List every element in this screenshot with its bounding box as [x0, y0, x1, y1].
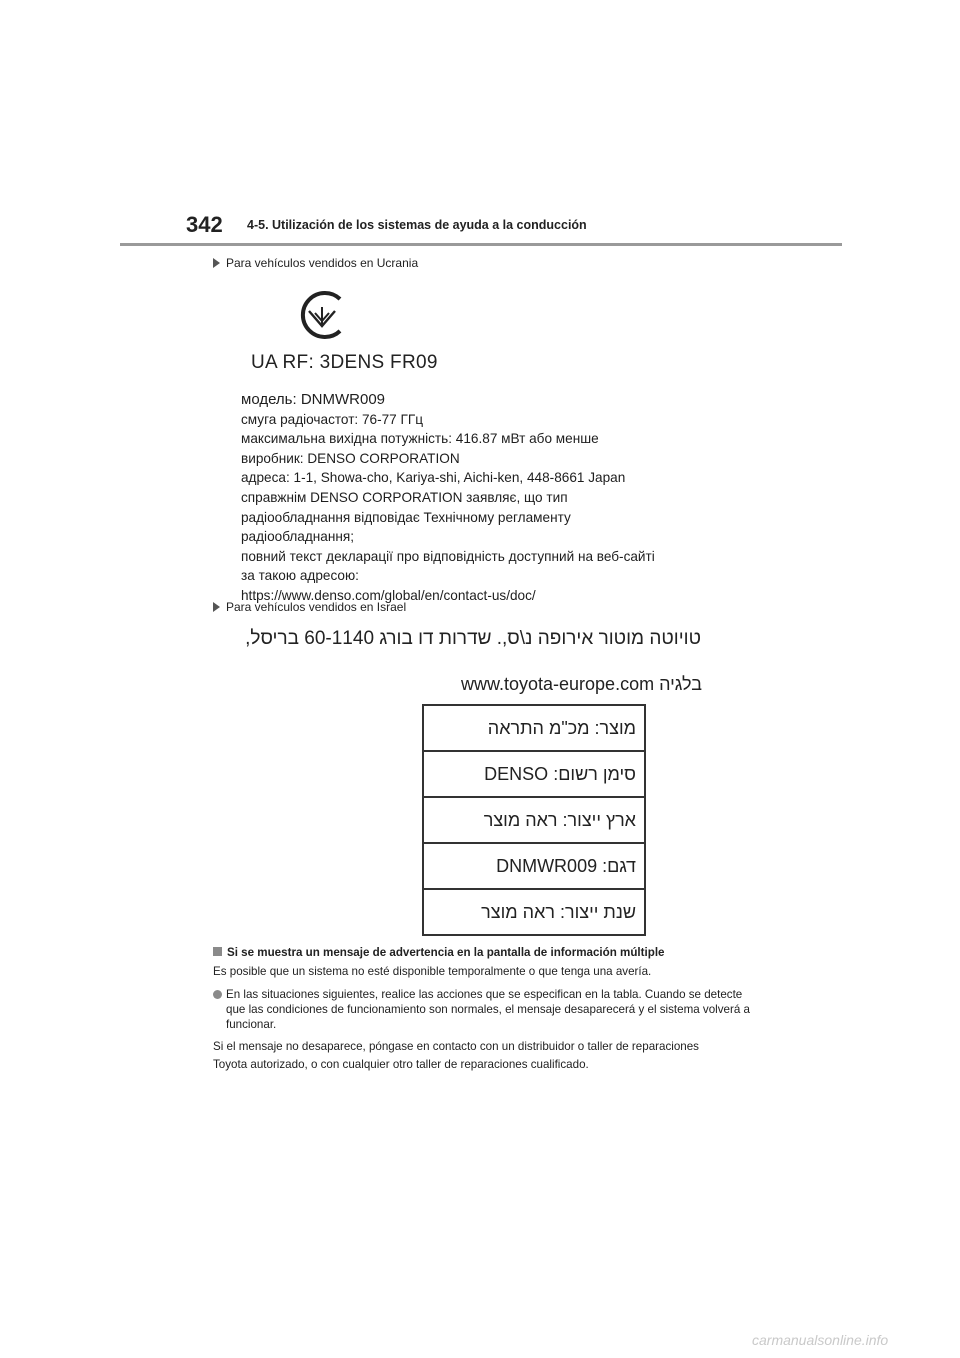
page-number: 342: [186, 212, 223, 237]
israel-heading-text: Para vehículos vendidos en Israel: [226, 600, 407, 614]
warning-bullet-text: En las situaciones siguientes, realice las acciones que se especifican en la tabla. Cuando se detecte que las condiciones de funcionamiento son normales, el mensaje desaparecerá y el sistema volverá a funcionar.: [226, 988, 750, 1031]
ukraine-conformity-mark-icon: [296, 289, 348, 341]
arrow-bullet-icon: [213, 258, 220, 268]
square-bullet-icon: [213, 947, 222, 956]
warning-intro: Es posible que un sistema no esté disponible temporalmente o que tenga una avería.: [213, 965, 652, 978]
ua-line-declaration-3: радіообладнання;: [241, 529, 355, 545]
ua-line-frequency: смуга радіочастот: 76-77 ГГц: [241, 411, 424, 427]
contact-paragraph-line1: Si el mensaje no desaparece, póngase en contacto con un distribuidor o taller de reparaciones: [213, 1040, 699, 1053]
section-title: 4-5. Utilización de los sistemas de ayuda a la conducción: [247, 218, 587, 232]
ua-line-declaration-4: повний текст декларації про відповідність доступний на веб-сайті: [241, 548, 655, 564]
israel-website-line: בלגיה www.toyota-europe.com: [460, 674, 702, 694]
warning-heading: [213, 946, 664, 959]
ua-line-url: https://www.denso.com/global/en/contact-us/doc/: [241, 587, 536, 603]
ua-line-declaration-1: справжнім DENSO CORPORATION заявляє, що тип: [241, 489, 568, 505]
contact-paragraph-line2: Toyota autorizado, o con cualquier otro taller de reparaciones cualificado.: [213, 1058, 589, 1071]
ua-line-declaration-5: за такою адресою:: [241, 568, 359, 584]
table-row: שנת ייצור: ראה מוצר: [481, 902, 636, 922]
israel-importer-line: טויוטה מוטור אירופה נ\ס,. שדרות דו בורג 60-1140 בריסל,: [245, 628, 701, 649]
ua-rf-code: UA RF: 3DENS FR09: [251, 352, 438, 373]
ukraine-heading: [213, 256, 418, 270]
table-row: סימן רשום: DENSO: [424, 752, 644, 798]
israel-product-table: [422, 704, 646, 936]
ukraine-declaration: [241, 390, 655, 606]
ua-line-manufacturer: виробник: DENSO CORPORATION: [241, 450, 460, 466]
ua-line-declaration-2: радіообладнання відповідає Технічному регламенту: [241, 509, 571, 525]
watermark-text: carmanualsonline.info: [752, 1332, 889, 1348]
header-divider: [120, 243, 842, 246]
round-bullet-icon: [213, 990, 222, 999]
arrow-bullet-icon: [213, 602, 220, 612]
israel-heading: [213, 600, 406, 614]
table-row: ארץ ייצור: ראה מוצר: [424, 798, 644, 844]
table-row: דגם: DNMWR009: [424, 844, 644, 890]
ua-line-power: максимальна вихідна потужність: 416.87 мВт або менше: [241, 431, 599, 447]
warning-bullet: [213, 987, 753, 1032]
table-row: מוצר: מכ"מ התראה: [424, 706, 644, 752]
warning-heading-text: Si se muestra un mensaje de advertencia en la pantalla de información múltiple: [227, 946, 665, 959]
ua-line-model: модель: DNMWR009: [241, 391, 386, 408]
ua-line-address: адреса: 1-1, Showa-cho, Kariya-shi, Aichi-ken, 448-8661 Japan: [241, 470, 626, 486]
ukraine-heading-text: Para vehículos vendidos en Ucrania: [226, 256, 419, 270]
